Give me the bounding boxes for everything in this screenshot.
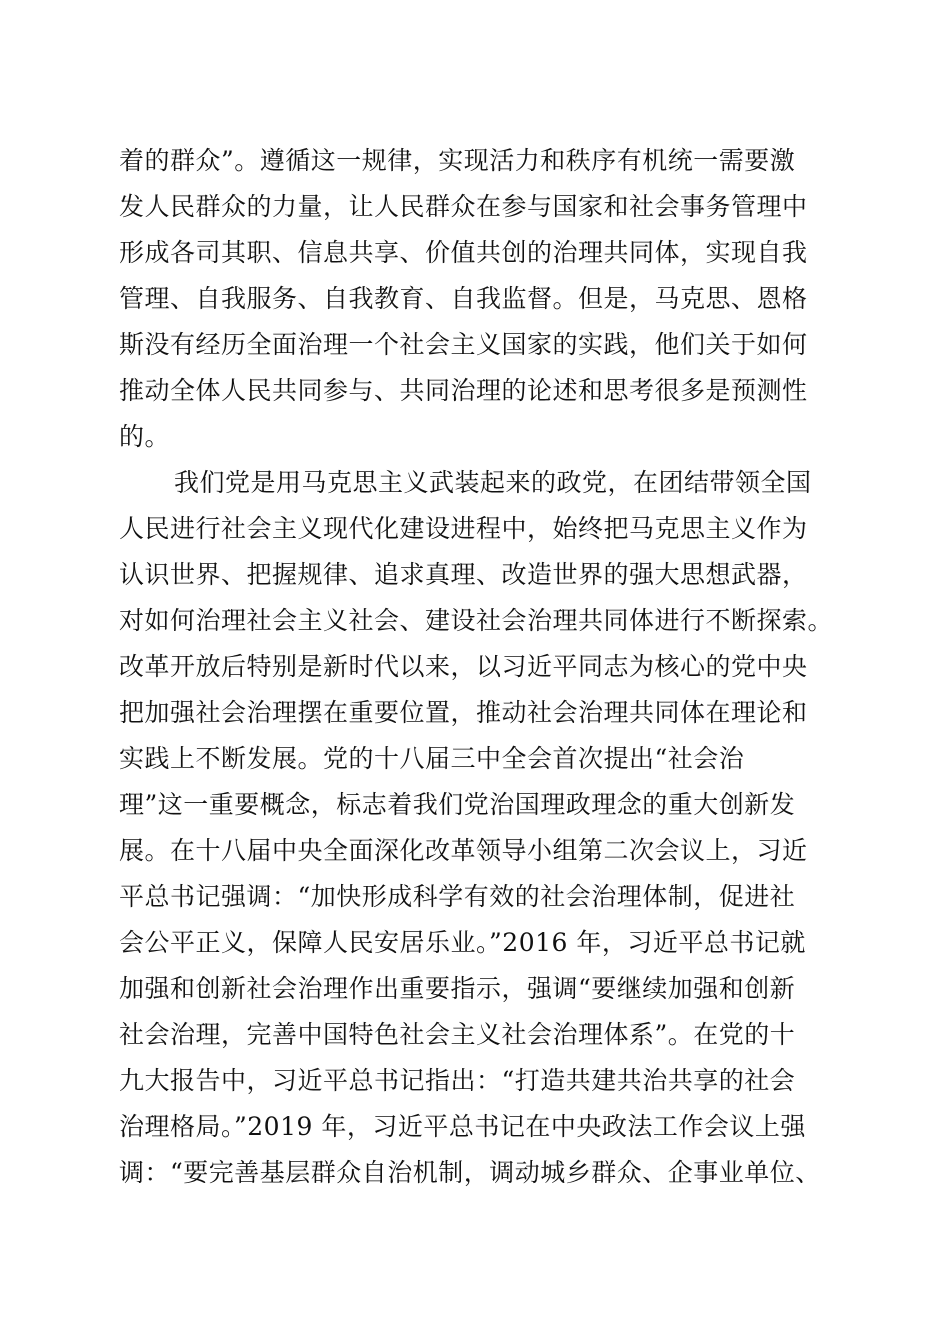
text-line: 九大报告中，习近平总书记指出：“打造共建共治共享的社会 [119, 1066, 796, 1095]
text-line: 展。在十八届中央全面深化改革领导小组第二次会议上，习近 [119, 836, 808, 865]
paragraph-1 [119, 138, 859, 460]
text-line: 人民进行社会主义现代化建设进程中，始终把马克思主义作为 [119, 514, 808, 543]
text-line: 发人民群众的力量，让人民群众在参与国家和社会事务管理中 [119, 192, 808, 221]
text-line: 着的群众”。遵循这一规律，实现活力和秩序有机统一需要激 [119, 146, 796, 175]
text-line: 形成各司其职、信息共享、价值共创的治理共同体，实现自我 [119, 238, 808, 267]
body-text [119, 138, 859, 1196]
text-line: 加强和创新社会治理作出重要指示，强调“要继续加强和创新 [119, 974, 796, 1003]
text-line: 会公平正义，保障人民安居乐业。”2016 年，习近平总书记就 [119, 928, 806, 957]
text-line: 斯没有经历全面治理一个社会主义国家的实践，他们关于如何 [119, 330, 808, 359]
text-line: 改革开放后特别是新时代以来，以习近平同志为核心的党中央 [119, 652, 808, 681]
text-line: 认识世界、把握规律、追求真理、改造世界的强大思想武器， [119, 560, 808, 589]
text-line: 治理格局。”2019 年，习近平总书记在中央政法工作会议上强 [119, 1112, 806, 1141]
text-line: 调：“要完善基层群众自治机制，调动城乡群众、企事业单位、 [119, 1158, 821, 1187]
text-line: 我们党是用马克思主义武装起来的政党，在团结带领全国 [174, 468, 812, 497]
paragraph-2 [119, 460, 859, 1196]
text-line: 管理、自我服务、自我教育、自我监督。但是，马克思、恩格 [119, 284, 808, 313]
text-line: 社会治理，完善中国特色社会主义社会治理体系”。在党的十 [119, 1020, 796, 1049]
text-line: 推动全体人民共同参与、共同治理的论述和思考很多是预测性 [119, 376, 808, 405]
text-line: 对如何治理社会主义社会、建设社会治理共同体进行不断探索。 [119, 606, 834, 635]
text-line: 的。 [119, 422, 171, 451]
text-line: 实践上不断发展。党的十八届三中全会首次提出“社会治 [119, 744, 745, 773]
text-line: 平总书记强调：“加快形成科学有效的社会治理体制，促进社 [119, 882, 796, 911]
text-line: 理”这一重要概念，标志着我们党治国理政理念的重大创新发 [119, 790, 796, 819]
text-line: 把加强社会治理摆在重要位置，推动社会治理共同体在理论和 [119, 698, 808, 727]
